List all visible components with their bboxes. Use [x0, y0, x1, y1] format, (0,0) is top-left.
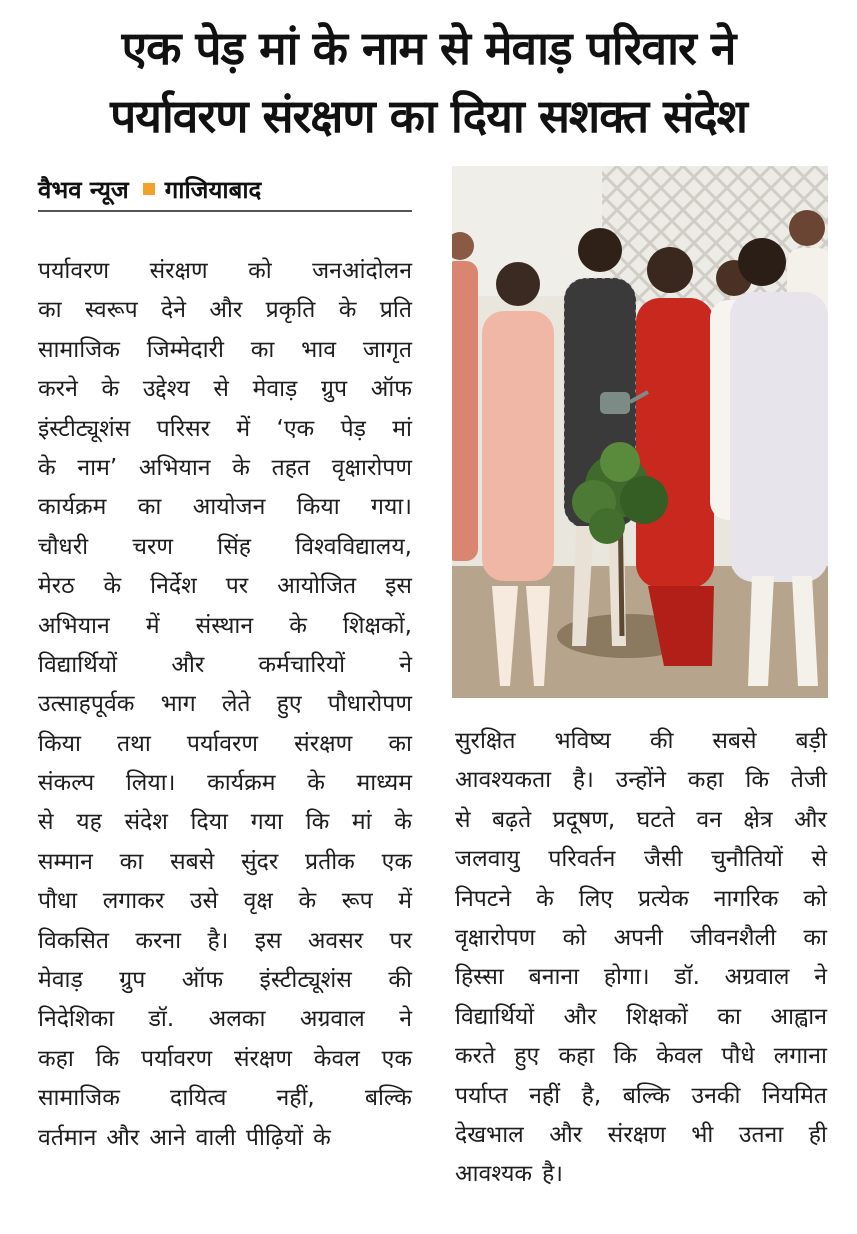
left-column-line: मेवाड़ ग्रुप ऑफ इंस्टीट्यूशंस की: [38, 967, 412, 994]
byline: [38, 168, 412, 212]
right-column-line: पर्याप्त नहीं है, बल्कि उनकी नियमित: [455, 1082, 827, 1109]
byline-separator-icon: [143, 183, 155, 195]
headline-line-1: एक पेड़ मां के नाम से मेवाड़ परिवार ने: [121, 21, 736, 75]
left-column-line: सामाजिक दायित्व नहीं, बल्कि: [38, 1085, 412, 1112]
left-column-line: किया तथा पर्यावरण संरक्षण का: [38, 730, 412, 757]
left-column-line: सम्मान का सबसे सुंदर प्रतीक एक: [38, 848, 412, 875]
right-column-line: करते हुए कहा कि केवल पौधे लगाना: [455, 1043, 827, 1070]
left-column-line: चौधरी चरण सिंह विश्वविद्यालय,: [38, 533, 412, 560]
left-column-line: पर्यावरण संरक्षण को जनआंदोलन: [38, 258, 412, 284]
right-column-line: निपटने के लिए प्रत्येक नागरिक को: [455, 885, 827, 912]
left-column-line: विकसित करना है। इस अवसर पर: [38, 927, 412, 954]
left-column-line: संकल्प लिया। कार्यक्रम के माध्यम: [38, 770, 412, 797]
right-column-line: सुरक्षित भविष्य की सबसे बड़ी: [455, 728, 827, 754]
right-column-line: आवश्यकता है। उन्होंने कहा कि तेजी: [455, 767, 827, 794]
left-column-line: सामाजिक जिम्मेदारी का भाव जागृत: [38, 336, 412, 363]
left-column-line: इंस्टीट्यूशंस परिसर में ‘एक पेड़ मां: [38, 415, 412, 442]
left-column-line: से यह संदेश दिया गया कि मां के: [38, 809, 412, 836]
left-column-line: अभियान में संस्थान के शिक्षकों,: [38, 612, 412, 639]
left-column-line: वर्तमान और आने वाली पीढ़ियों के: [38, 1124, 331, 1151]
left-column-line: कहा कि पर्यावरण संरक्षण केवल एक: [38, 1045, 412, 1072]
left-column-line: उत्साहपूर्वक भाग लेते हुए पौधारोपण: [38, 691, 412, 718]
article-column-right: [455, 722, 827, 1195]
byline-source: वैभव न्यूज: [38, 175, 129, 204]
left-column-line: मेरठ के निर्देश पर आयोजित इस: [38, 573, 412, 600]
right-column-line: जलवायु परिवर्तन जैसी चुनौतियों से: [455, 846, 827, 873]
right-column-line: से बढ़ते प्रदूषण, घटते वन क्षेत्र और: [455, 806, 827, 833]
article-column-left: [38, 252, 412, 1158]
left-column-line: के नाम’ अभियान के तहत वृक्षारोपण: [38, 454, 412, 481]
right-column-line: देखभाल और संरक्षण भी उतना ही: [455, 1121, 827, 1148]
tree-planting-photo: [452, 166, 828, 698]
left-column-line: करने के उद्देश्य से मेवाड़ ग्रुप ऑफ: [38, 376, 412, 403]
right-column-line: वृक्षारोपण को अपनी जीवनशैली का: [455, 924, 827, 951]
left-column-line: निदेशिका डॉ. अलका अग्रवाल ने: [38, 1006, 412, 1033]
left-column-line: का स्वरूप देने और प्रकृति के प्रति: [38, 297, 412, 324]
left-column-line: विद्यार्थियों और कर्मचारियों ने: [38, 651, 412, 678]
right-column-line: विद्यार्थियों और शिक्षकों का आह्वान: [455, 1003, 827, 1030]
left-column-line: कार्यक्रम का आयोजन किया गया।: [38, 494, 412, 521]
byline-location: गाजियाबाद: [164, 175, 262, 204]
headline-line-2: पर्यावरण संरक्षण का दिया सशक्त संदेश: [110, 89, 747, 143]
right-column-line: आवश्यक है।: [455, 1161, 564, 1188]
left-column-line: पौधा लगाकर उसे वृक्ष के रूप में: [38, 888, 412, 915]
right-column-line: हिस्सा बनाना होगा। डॉ. अग्रवाल ने: [455, 964, 827, 991]
